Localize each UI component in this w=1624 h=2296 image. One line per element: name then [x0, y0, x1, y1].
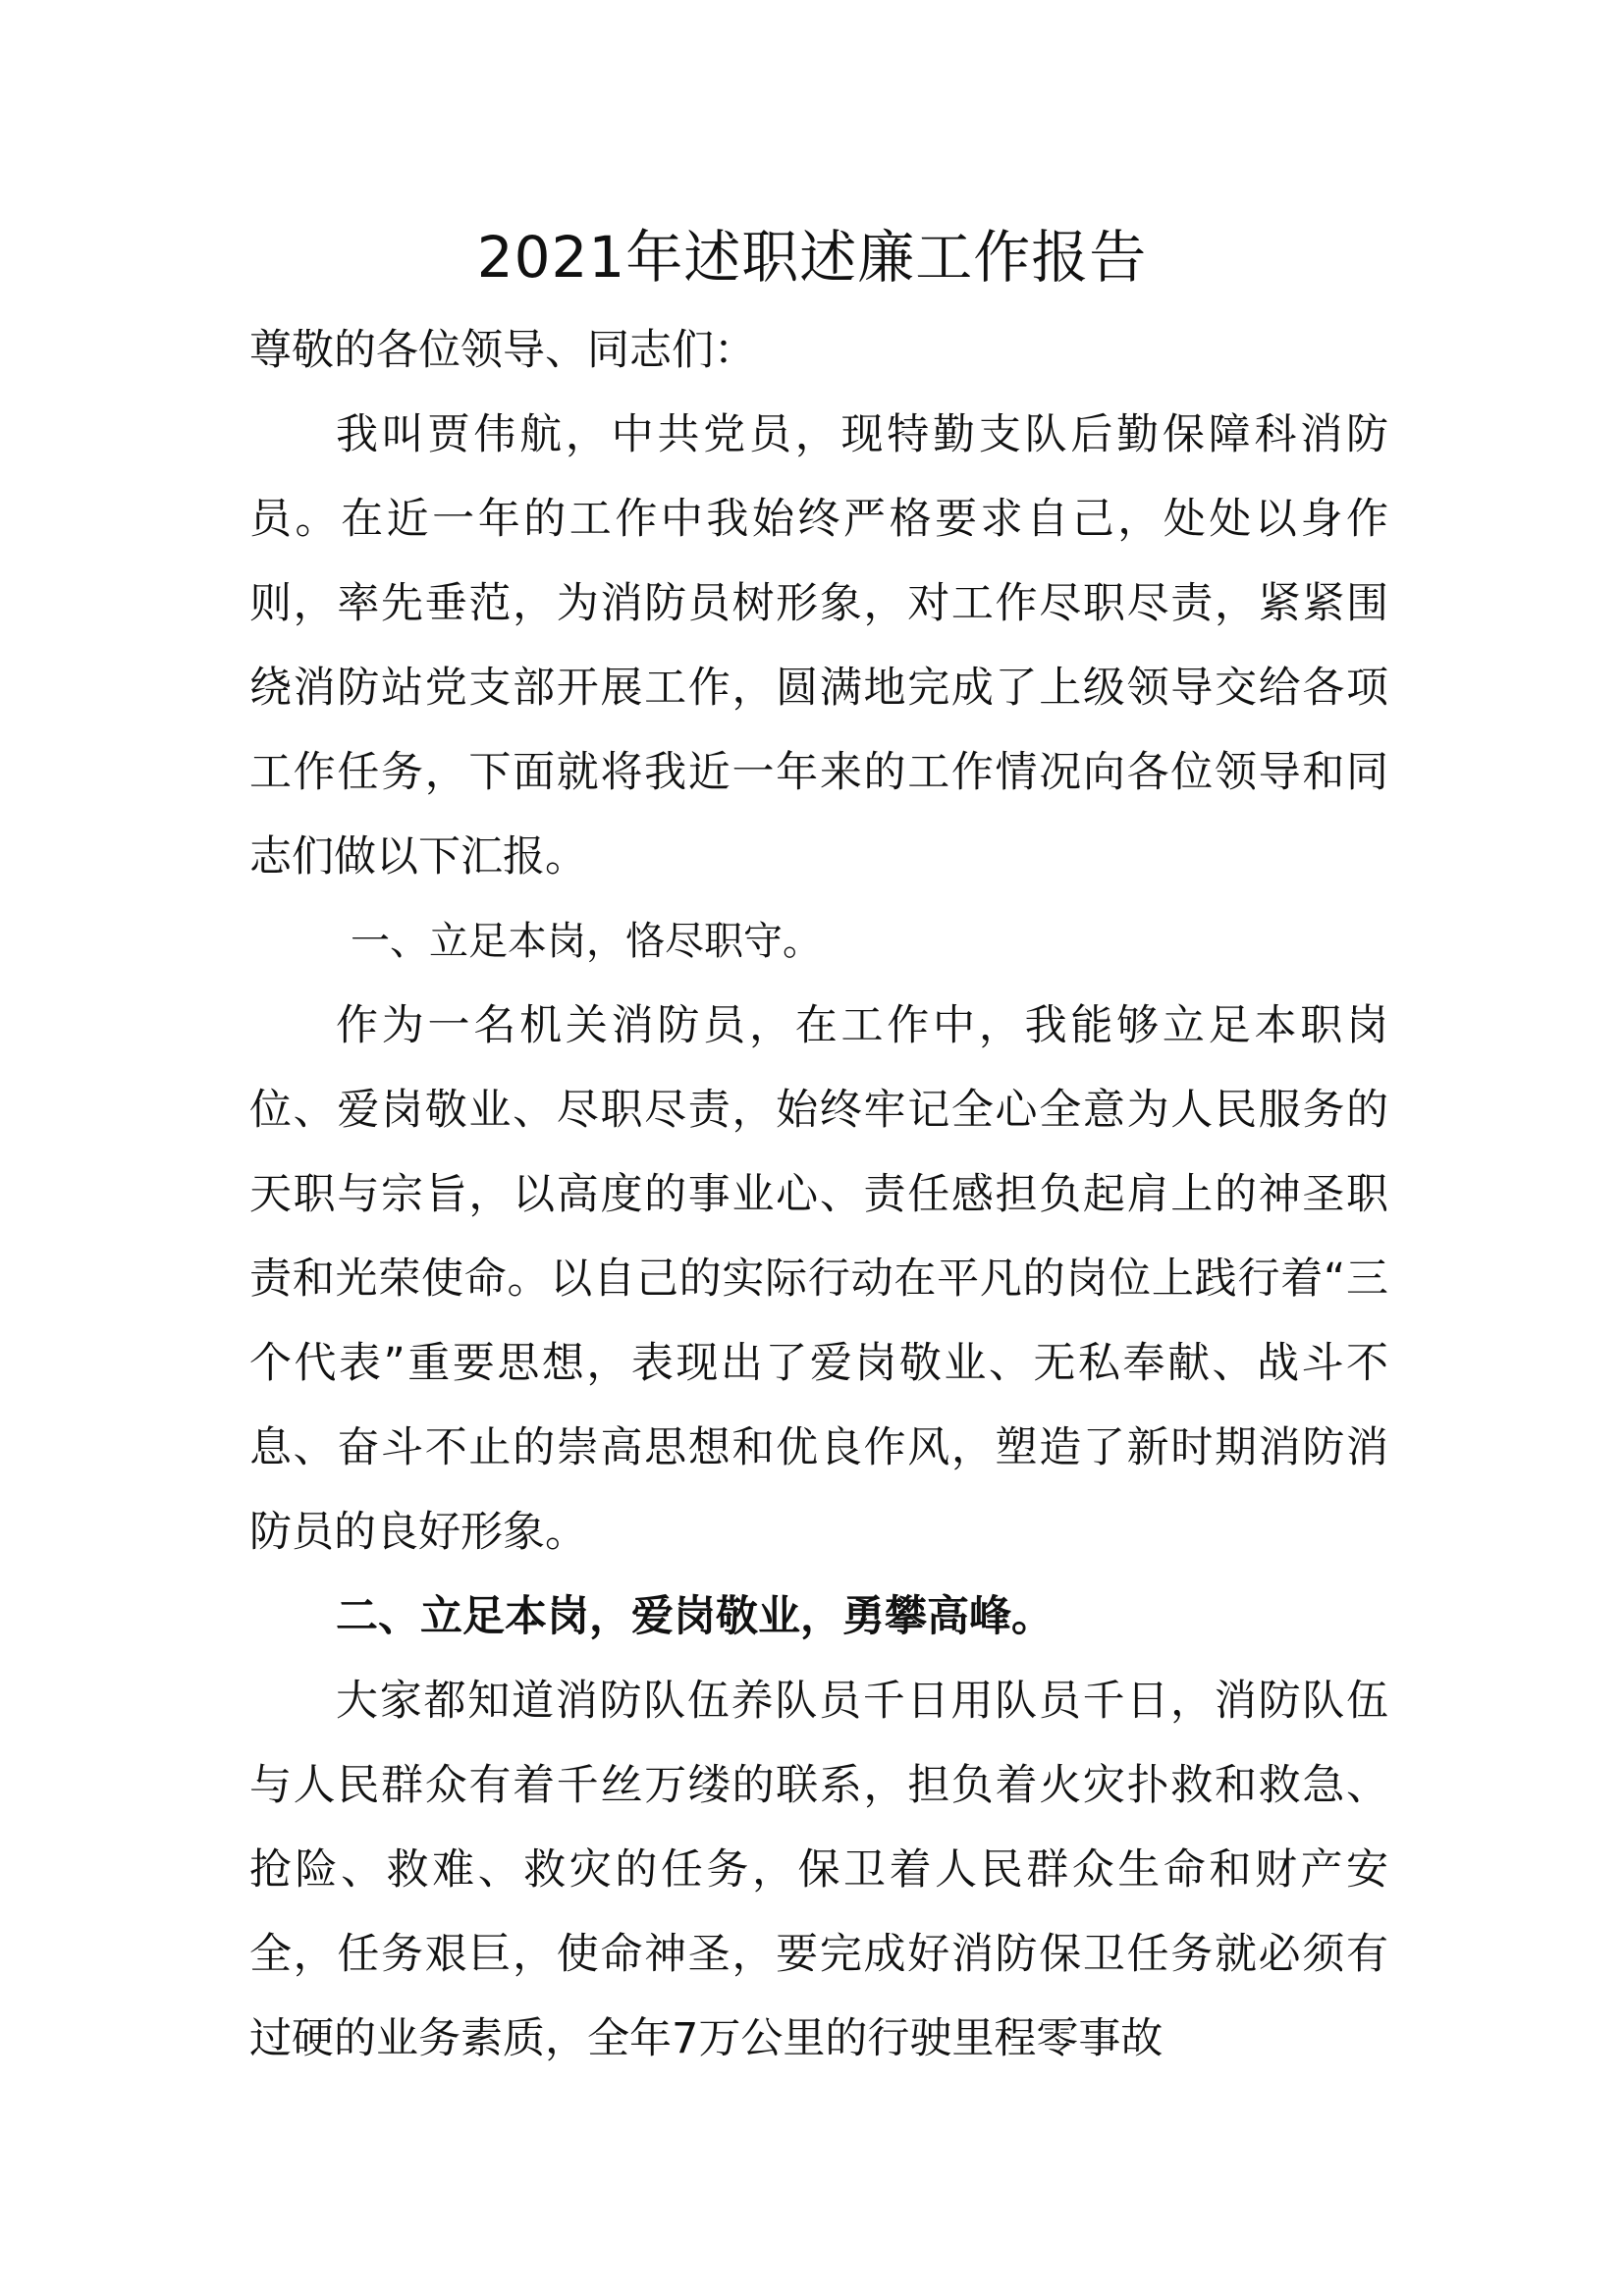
section-1-paragraph: 作为一名机关消防员，在工作中，我能够立足本职岗位、爱岗敬业、尽职尽责，始终牢记全心全意为人民服务的天职与宗旨，以高度的事业心、责任感担负起肩上的神圣职责和光荣使命。以自己的实际行动在平凡的岗位上践行着“三个代表”重要思想，表现出了爱岗敬业、无私奉献、战斗不息、奋斗不止的崇高思想和优良作风，塑造了新时期消防消防员的良好形象。 [249, 1001, 1388, 1557]
section-2-heading: 二、立足本岗，爱岗敬业，勇攀高峰。 [336, 1592, 1054, 1641]
section-1-heading: 一、立足本岗，恪尽职守。 [351, 919, 822, 964]
salutation: 尊敬的各位领导、同志们： [249, 326, 756, 375]
document-body [249, 308, 1388, 2081]
section-2-paragraph: 大家都知道消防队伍养队员千日用队员千日，消防队伍与人民群众有着千丝万缕的联系，担负着火灾扑救和救急、抢险、救难、救灾的任务，保卫着人民群众生命和财产安全，任务艰巨，使命神圣，要完成好消防保卫任务就必须有过硬的业务素质，全年7万公里的行驶里程零事故 [249, 1677, 1388, 2063]
document-title: 2021年述职述廉工作报告 [476, 224, 1148, 291]
intro-paragraph: 我叫贾伟航，中共党员，现特勤支队后勤保障科消防员。在近一年的工作中我始终严格要求自己，处处以身作则，率先垂范，为消防员树形象，对工作尽职尽责，紧紧围绕消防站党支部开展工作，圆满地完成了上级领导交给各项工作任务，下面就将我近一年来的工作情况向各位领导和同志们做以下汇报。 [249, 410, 1388, 881]
